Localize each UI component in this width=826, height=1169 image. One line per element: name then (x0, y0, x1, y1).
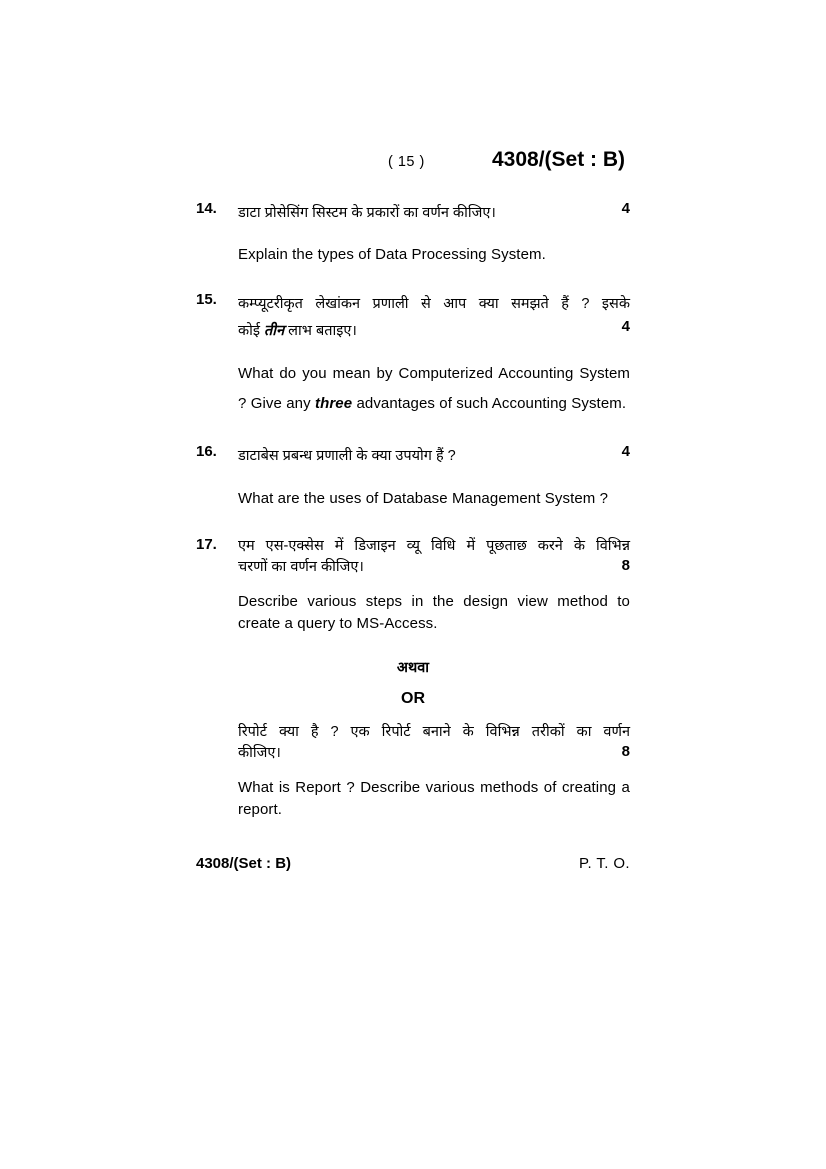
question-16-marks: 4 (621, 443, 630, 460)
footer-pto: P. T. O. (578, 855, 630, 872)
footer-paper-code: 4308/(Set : B) (196, 855, 292, 872)
question-15-number: 15. (196, 291, 217, 308)
question-16-number: 16. (196, 443, 217, 460)
question-17-hindi-line-2: चरणों का वर्णन कीजिए। (238, 559, 364, 575)
question-14-hindi: डाटा प्रोसेसिंग सिस्टम के प्रकारों का वर्णन कीजिए। (238, 205, 496, 221)
page-header (196, 148, 630, 182)
page-content (196, 148, 630, 821)
question-17-hindi-line-1: एम एस-एक्सेस में डिजाइन व्यू विधि में पूछताछ करने के विभिन्न (238, 538, 630, 554)
question-15-hindi-line-1: कम्प्यूटरीकृत लेखांकन प्रणाली से आप क्या समझते हैं ? इसके (238, 296, 630, 312)
question-15 (196, 291, 630, 419)
question-16-body (238, 443, 630, 514)
question-14-number: 14. (196, 200, 217, 217)
question-14-marks: 4 (621, 200, 630, 217)
question-15-hindi-emphasis: तीन (264, 323, 285, 339)
question-16 (196, 443, 630, 514)
question-15-hindi-prefix: कोई (238, 323, 265, 339)
alternative-question-body (238, 722, 630, 821)
alternative-label-hindi: अथवा (396, 660, 430, 676)
question-15-english-prefix: What do you mean by Computerized Accounting System ? Give any (238, 365, 630, 412)
question-16-hindi: डाटाबेस प्रबन्ध प्रणाली के क्या उपयोग हैं ? (238, 448, 456, 464)
alternative-hindi-line-1: रिपोर्ट क्या है ? एक रिपोर्ट बनाने के विभिन्न तरीकों का वर्णन (238, 724, 630, 740)
alternative-marks: 8 (621, 743, 630, 760)
question-15-english-emphasis: three (314, 395, 353, 412)
question-14 (196, 200, 630, 269)
question-14-english: Explain the types of Data Processing System. (238, 246, 546, 263)
question-15-hindi-suffix: लाभ बताइए। (284, 323, 357, 339)
alternative-hindi-line-2: कीजिए। (238, 745, 281, 761)
page-footer (196, 855, 630, 872)
question-15-english-suffix: advantages of such Accounting System. (352, 395, 627, 412)
alternative-label-english: OR (401, 690, 425, 707)
question-16-english: What are the uses of Database Management System ? (238, 490, 609, 507)
question-17-marks: 8 (621, 557, 630, 574)
question-17-body (238, 536, 630, 635)
paper-code: 4308/(Set : B) (492, 148, 626, 171)
alternative-english: What is Report ? Describe various methods of creating a report. (238, 779, 630, 818)
question-15-hindi-line-2 (238, 318, 630, 345)
question-14-body (238, 200, 630, 269)
question-15-marks: 4 (621, 318, 630, 335)
page-number: ( 15 ) (388, 154, 425, 170)
question-15-english (238, 359, 630, 419)
question-15-body (238, 291, 630, 419)
question-17-number: 17. (196, 536, 217, 553)
question-17-english: Describe various steps in the design view method to create a query to MS-Access. (238, 593, 630, 632)
question-17 (196, 536, 630, 635)
